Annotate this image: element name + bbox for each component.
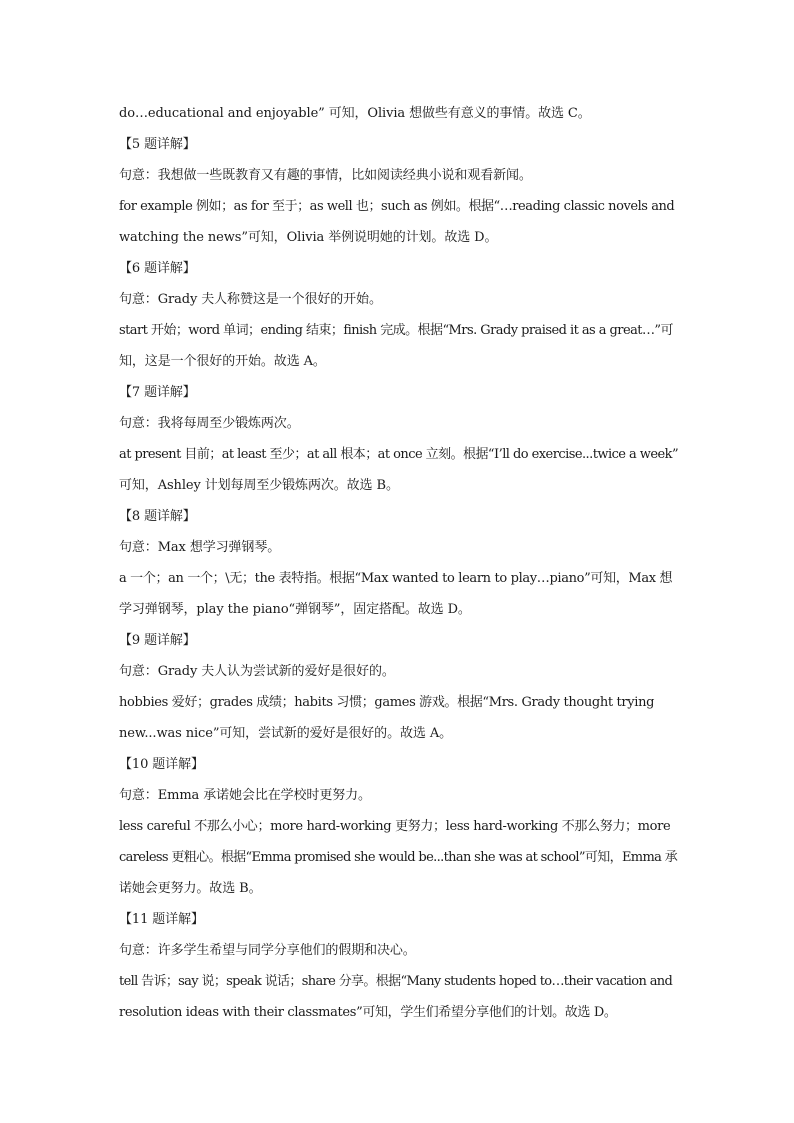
text-line: careless 更粗心。根据“Emma promised she would be...than she was at school”可知，Emma 承 [119,850,678,865]
text-line: 诺她会更努力。故选 B。 [119,881,262,896]
text-line: at present 目前；at least 至少；at all 根本；at once 立刻。根据“I’ll do exercise...twice a week” [119,447,679,462]
text-line: 句意：Max 想学习弹钢琴。 [119,540,281,555]
section-heading: 【6 题详解】 [119,261,196,276]
text-line: start 开始；word 单词；ending 结束；finish 完成。根据“Mrs. Grady praised it as a great…”可 [119,323,673,338]
text-line: 可知，Ashley 计划每周至少锻炼两次。故选 B。 [119,478,399,493]
text-line: hobbies 爱好；grades 成绩；habits 习惯；games 游戏。根据“Mrs. Grady thought trying [119,695,655,710]
text-line: do…educational and enjoyable” 可知，Olivia 想做些有意义的事情。故选 C。 [119,106,591,121]
document-page [119,98,679,1028]
text-line: tell 告诉；say 说；speak 说话；share 分享。根据“Many students hoped to…their vacation and [119,974,673,989]
text-line: 句意：Grady 夫人认为尝试新的爱好是很好的。 [119,664,395,679]
text-line: 句意：我想做一些既教育又有趣的事情，比如阅读经典小说和观看新闻。 [119,168,532,183]
section-heading: 【10 题详解】 [119,757,204,772]
text-line: new...was nice”可知，尝试新的爱好是很好的。故选 A。 [119,726,453,741]
text-line: for example 例如；as for 至于；as well 也；such as 例如。根据“…reading classic novels and [119,199,675,214]
section-heading: 【11 题详解】 [119,912,204,927]
section-heading: 【5 题详解】 [119,137,196,152]
text-line: 句意：Emma 承诺她会比在学校时更努力。 [119,788,371,803]
text-line: less careful 不那么小心；more hard-working 更努力；less hard-working 不那么努力；more [119,819,671,834]
text-line: 知，这是一个很好的开始。故选 A。 [119,354,326,369]
text-line: 句意：我将每周至少锻炼两次。 [119,416,300,431]
section-heading: 【7 题详解】 [119,385,196,400]
section-heading: 【9 题详解】 [119,633,196,648]
section-heading: 【8 题详解】 [119,509,196,524]
text-line: watching the news”可知，Olivia 举例说明她的计划。故选 D。 [119,230,498,245]
text-line: resolution ideas with their classmates”可知，学生们希望分享他们的计划。故选 D。 [119,1005,617,1020]
text-line: 学习弹钢琴，play the piano“弹钢琴”，固定搭配。故选 D。 [119,602,471,617]
text-line: 句意：Grady 夫人称赞这是一个很好的开始。 [119,292,382,307]
text-line: a 一个；an 一个；\无；the 表特指。根据“Max wanted to learn to play…piano”可知，Max 想 [119,571,673,586]
text-line: 句意：许多学生希望与同学分享他们的假期和决心。 [119,943,416,958]
